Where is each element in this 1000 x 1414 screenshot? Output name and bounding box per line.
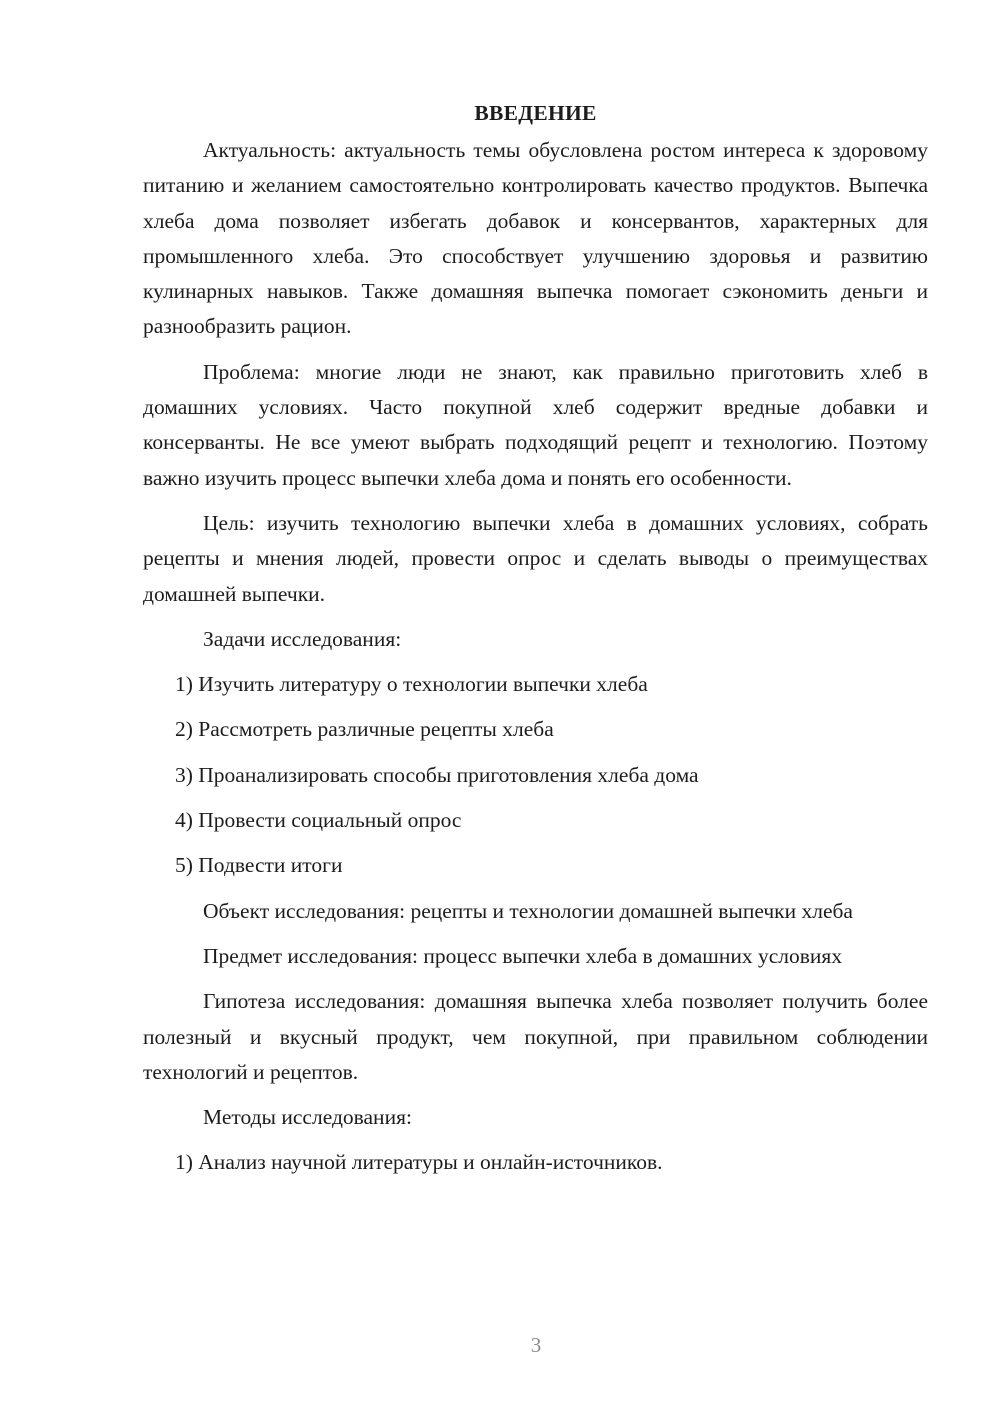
list-item: 2) Рассмотреть различные рецепты хлеба — [175, 717, 554, 742]
list-item: 4) Провести социальный опрос — [175, 808, 462, 833]
page-content — [143, 98, 928, 1191]
tasks-label: Задачи исследования: — [203, 626, 402, 651]
methods-label: Методы исследования: — [203, 1105, 412, 1130]
relevance-paragraph: Актуальность: актуальность темы обусловлена ростом интереса к здоровому питанию и желанием самостоятельно контролировать качество продуктов. Выпечка хлеба дома позволяет избегать добавок и консервантов, характерных для промышленного хлеба. Это способствует улучшению здоровья и развитию кулинарных навыков. Также домашняя выпечка помогает сэкономить деньги и разнообразить рацион. — [143, 138, 928, 339]
page-number: 3 — [530, 1333, 542, 1357]
list-item: 1) Изучить литературу о технологии выпечки хлеба — [175, 672, 648, 697]
hypothesis-paragraph: Гипотеза исследования: домашняя выпечка хлеба позволяет получить более полезный и вкусный продукт, чем покупной, при правильном соблюдении технологий и рецептов. — [143, 989, 928, 1084]
subject-paragraph: Предмет исследования: процесс выпечки хлеба в домашних условиях — [203, 943, 843, 968]
tasks-list — [143, 667, 928, 883]
list-item: 3) Проанализировать способы приготовления хлеба дома — [175, 762, 699, 787]
section-heading: ВВЕДЕНИЕ — [474, 101, 597, 125]
list-item: 5) Подвести итоги — [175, 853, 343, 878]
problem-paragraph: Проблема: многие люди не знают, как правильно приготовить хлеб в домашних условиях. Часто покупной хлеб содержит вредные добавки и консерванты. Не все умеют выбрать подходящий рецепт и технологию. Поэтому важно изучить процесс выпечки хлеба дома и понять его особенности. — [143, 359, 928, 490]
list-item: 1) Анализ научной литературы и онлайн-источников. — [175, 1150, 663, 1175]
object-paragraph: Объект исследования: рецепты и технологии домашней выпечки хлеба — [203, 898, 853, 923]
methods-list — [143, 1145, 928, 1180]
goal-paragraph: Цель: изучить технологию выпечки хлеба в домашних условиях, собрать рецепты и мнения людей, провести опрос и сделать выводы о преимуществах домашней выпечки. — [143, 510, 928, 606]
